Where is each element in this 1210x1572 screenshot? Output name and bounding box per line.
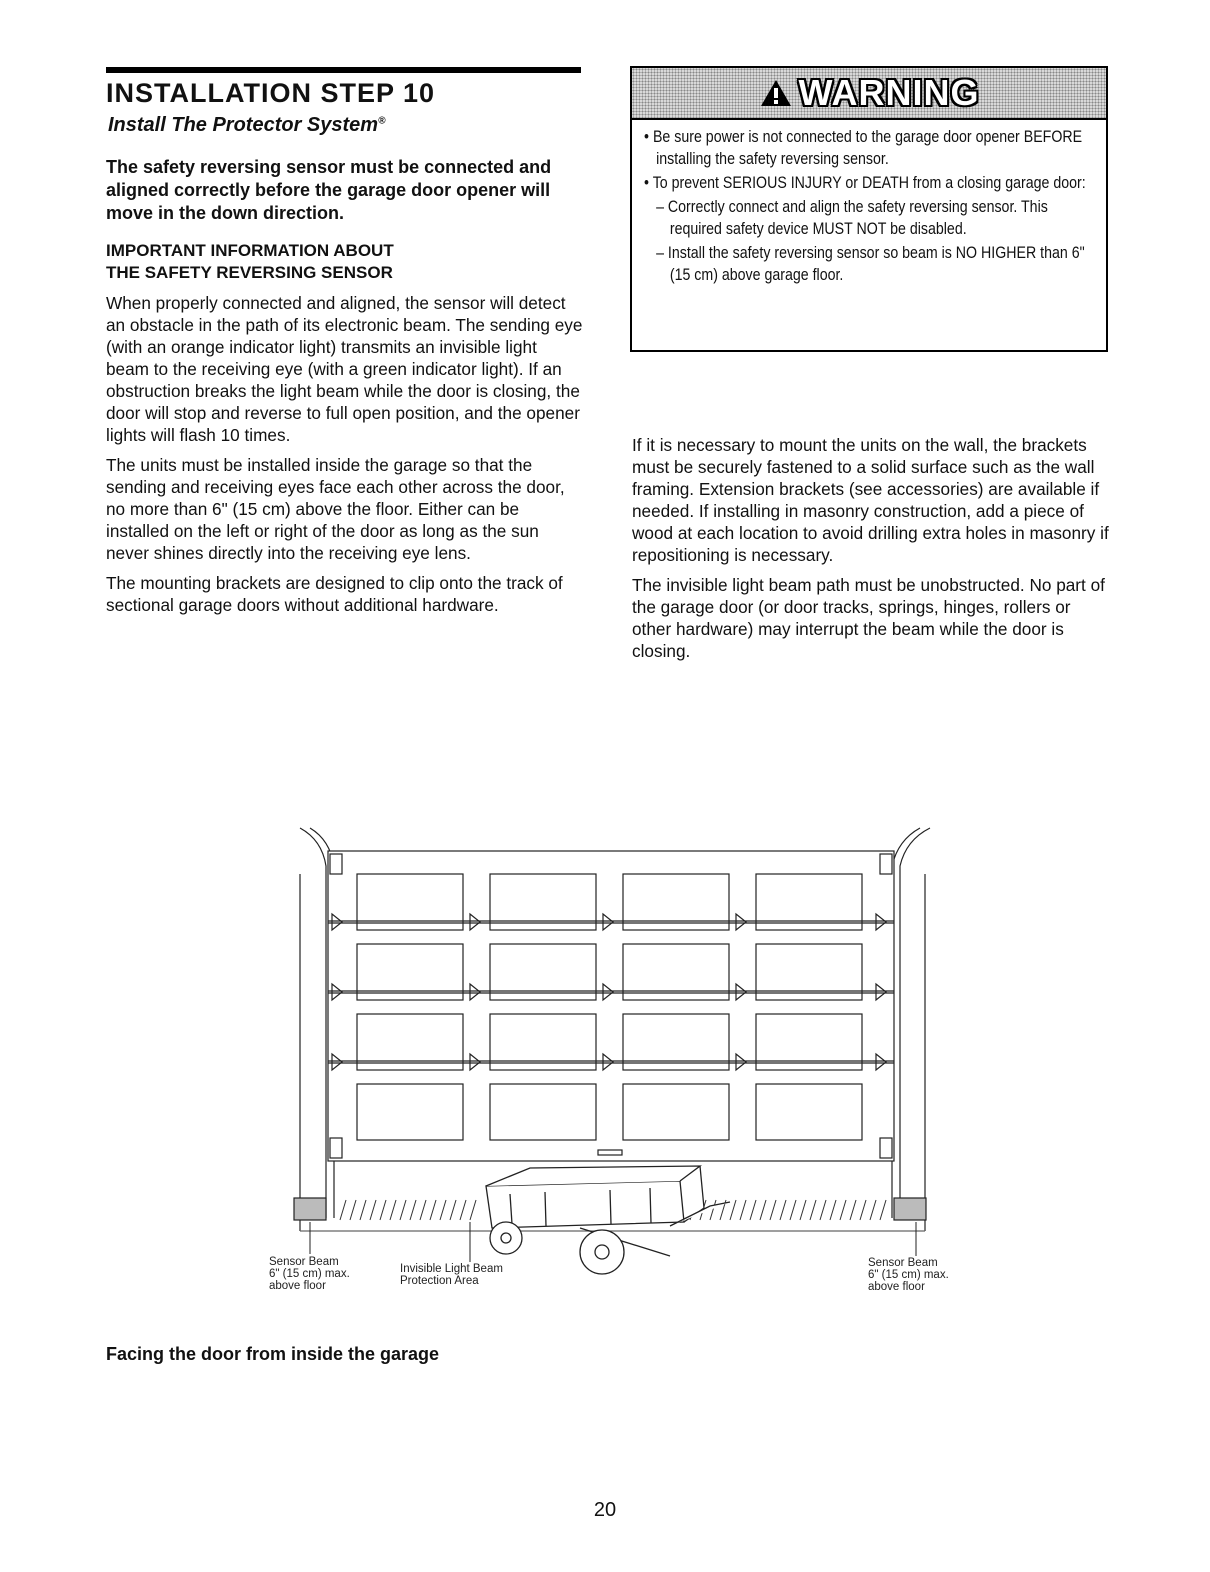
warning-dash-text: Install the safety reversing sensor so beam is NO HIGHER than 6" (15 cm) above garage floor. [667,244,1085,284]
warning-title-text: WARNING [798,72,980,113]
warning-box [630,66,1108,352]
intro-text: The safety reversing sensor must be connected and aligned correctly before the garage door opener will move in the down direction. [106,157,552,223]
important-heading-line1: IMPORTANT INFORMATION ABOUT [106,241,394,260]
warning-bullet-text: Be sure power is not connected to the garage door opener BEFORE installing the safety reversing sensor. [652,128,1083,168]
warning-title [759,72,980,114]
label-line: 6" (15 cm) max. [269,1268,350,1280]
warning-dash: – Correctly connect and align the safety reversing sensor. This required safety device MUST NOT be disabled. [656,198,1048,238]
warning-dash-text: Correctly connect and align the safety reversing sensor. This required safety device MUST NOT be disabled. [667,198,1048,238]
important-heading-line2: THE SAFETY REVERSING SENSOR [106,263,393,282]
warning-bullet: • Be sure power is not connected to the garage door opener BEFORE installing the safety reversing sensor. [644,128,1083,168]
step-subtitle [108,114,385,137]
label-line: Sensor Beam [868,1257,938,1269]
registered-mark: ® [378,115,386,127]
left-column-body [106,292,584,624]
important-heading [106,240,576,284]
right-column-body [632,434,1110,670]
label-line: above floor [269,1280,326,1292]
label-line: 6" (15 cm) max. [868,1269,949,1281]
paragraph: The mounting brackets are designed to clip onto the track of sectional garage doors without additional hardware. [106,573,563,615]
warning-header [632,68,1106,120]
warning-bullet-text: To prevent SERIOUS INJURY or DEATH from a closing garage door: [652,174,1086,192]
label-line: Protection Area [400,1275,479,1287]
warning-body [632,120,1110,286]
title-rule [106,67,581,73]
label-sensor-beam-left [269,1256,350,1292]
label-protection-area [400,1263,503,1287]
paragraph: The units must be installed inside the garage so that the sending and receiving eyes face each other across the door, no more than 6" (15 cm) above the floor. Either can be installed on the left or right of the door as long as the sun never shines directly into the receiving eye lens. [106,455,565,563]
label-sensor-beam-right [868,1257,949,1293]
paragraph: If it is necessary to mount the units on the wall, the brackets must be securely fastened to a solid surface such as the wall framing. Extension brackets (see accessories) are available if needed. If installing in masonry construction, add a piece of wood at each location to avoid drilling extra holes in masonry if repositioning is necessary. [632,435,1109,565]
page-number: 20 [593,1499,617,1521]
subtitle-text: Install The Protector System [108,114,379,136]
paragraph: When properly connected and aligned, the sensor will detect an obstacle in the path of its electronic beam. The sending eye (with an orange indicator light) transmits an invisible light beam to the receiving eye (with a green indicator light). If an obstruction breaks the light beam while the door is closing, the door will stop and reverse to full open position, and the opener lights will flash 10 times. [106,293,583,445]
garage-door-illustration [280,826,960,1306]
paragraph: The invisible light beam path must be unobstructed. No part of the garage door (or door tracks, springs, hinges, rollers or other hardware) may interrupt the beam while the door is closing. [632,575,1105,661]
step-title: INSTALLATION STEP 10 [106,78,436,108]
warning-bullet: • To prevent SERIOUS INJURY or DEATH from a closing garage door: [644,174,1086,192]
warning-triangle-icon [759,78,793,108]
label-line: above floor [868,1281,925,1293]
figure-caption: Facing the door from inside the garage [106,1344,440,1364]
label-line: Invisible Light Beam [400,1263,503,1275]
warning-dash: – Install the safety reversing sensor so beam is NO HIGHER than 6" (15 cm) above garage floor. [656,244,1085,284]
label-line: Sensor Beam [269,1256,339,1268]
